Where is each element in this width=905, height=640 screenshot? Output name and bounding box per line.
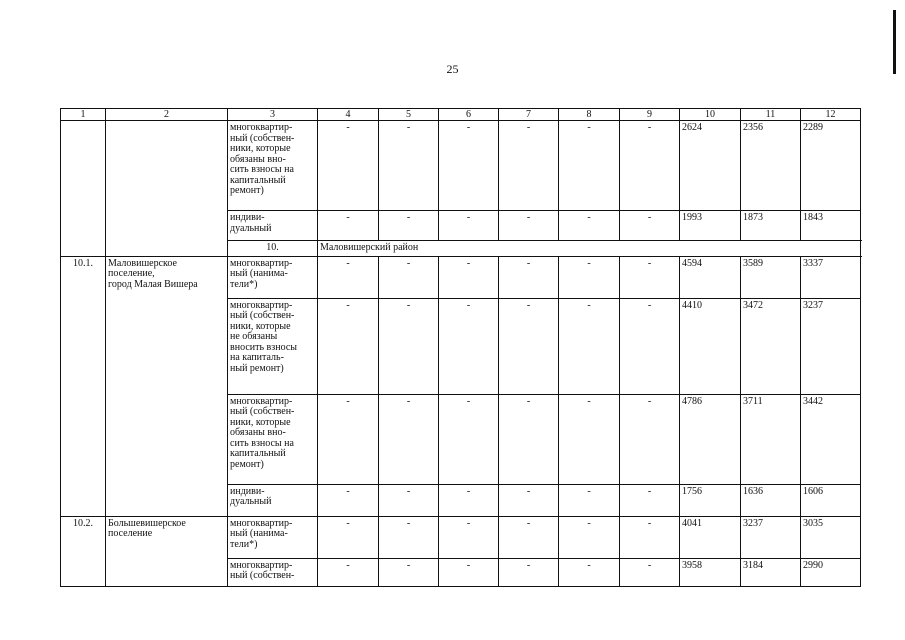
- value-cell: -: [499, 121, 559, 211]
- value-cell: -: [499, 394, 559, 484]
- scan-edge-mark: [893, 10, 896, 74]
- tariff-table: [60, 108, 861, 587]
- tariff-value: 3711: [741, 394, 801, 484]
- column-number: 1: [61, 109, 106, 121]
- value-cell: -: [439, 484, 499, 516]
- value-cell: -: [499, 298, 559, 394]
- column-number: 9: [620, 109, 680, 121]
- housing-type: индиви- дуальный: [228, 484, 318, 516]
- tariff-value: 2990: [801, 558, 861, 586]
- value-cell: -: [318, 516, 379, 558]
- value-cell: -: [379, 516, 439, 558]
- housing-type: многоквартир- ный (нанима- тели*): [228, 516, 318, 558]
- column-number: 7: [499, 109, 559, 121]
- value-cell: -: [499, 558, 559, 586]
- housing-type: многоквартир- ный (собствен-: [228, 558, 318, 586]
- value-cell: -: [439, 121, 499, 211]
- value-cell: -: [318, 211, 379, 241]
- housing-type: многоквартир- ный (собствен- ники, которые обязаны вно- сить взносы на капитальный ремонт): [228, 394, 318, 484]
- value-cell: -: [559, 121, 620, 211]
- tariff-value: 3442: [801, 394, 861, 484]
- value-cell: -: [379, 298, 439, 394]
- housing-type: многоквартир- ный (собствен- ники, которые обязаны вно- сить взносы на капитальный ремонт): [228, 121, 318, 211]
- value-cell: -: [499, 211, 559, 241]
- tariff-value: 1756: [680, 484, 741, 516]
- tariff-value: 2356: [741, 121, 801, 211]
- value-cell: -: [559, 516, 620, 558]
- tariff-value: 1636: [741, 484, 801, 516]
- tariff-value: 3237: [801, 298, 861, 394]
- value-cell: -: [439, 298, 499, 394]
- value-cell: -: [620, 211, 680, 241]
- value-cell: -: [379, 558, 439, 586]
- tariff-value: 1873: [741, 211, 801, 241]
- district-title: Маловишерский район: [318, 241, 861, 257]
- value-cell: -: [620, 516, 680, 558]
- value-cell: -: [439, 256, 499, 298]
- value-cell: -: [439, 211, 499, 241]
- tariff-value: 2624: [680, 121, 741, 211]
- tariff-value: 3237: [741, 516, 801, 558]
- value-cell: -: [559, 558, 620, 586]
- row-number: 10.: [228, 241, 318, 257]
- value-cell: -: [318, 484, 379, 516]
- tariff-value: 2289: [801, 121, 861, 211]
- tariff-value: 1843: [801, 211, 861, 241]
- settlement-name: Маловишерское поселение, город Малая Вишера: [106, 256, 228, 516]
- tariff-value: 4594: [680, 256, 741, 298]
- value-cell: -: [439, 394, 499, 484]
- value-cell: -: [620, 256, 680, 298]
- housing-type: многоквартир- ный (собствен- ники, которые не обязаны вносить взносы на капиталь- ный ремонт): [228, 298, 318, 394]
- table-row: [61, 516, 861, 558]
- value-cell: -: [379, 211, 439, 241]
- tariff-value: 3472: [741, 298, 801, 394]
- tariff-value: 3035: [801, 516, 861, 558]
- value-cell: -: [439, 558, 499, 586]
- value-cell: -: [559, 298, 620, 394]
- tariff-value: 3589: [741, 256, 801, 298]
- table-row: [61, 121, 861, 211]
- value-cell: -: [499, 516, 559, 558]
- value-cell: -: [499, 484, 559, 516]
- tariff-value: 3337: [801, 256, 861, 298]
- tariff-value: 4410: [680, 298, 741, 394]
- column-number: 5: [379, 109, 439, 121]
- value-cell: -: [499, 256, 559, 298]
- value-cell: -: [318, 256, 379, 298]
- column-number: 3: [228, 109, 318, 121]
- value-cell: -: [620, 558, 680, 586]
- tariff-value: 3184: [741, 558, 801, 586]
- value-cell: -: [318, 394, 379, 484]
- value-cell: -: [318, 558, 379, 586]
- value-cell: -: [379, 394, 439, 484]
- value-cell: -: [379, 256, 439, 298]
- value-cell: -: [620, 394, 680, 484]
- value-cell: -: [559, 394, 620, 484]
- value-cell: -: [559, 256, 620, 298]
- value-cell: -: [559, 211, 620, 241]
- value-cell: -: [620, 298, 680, 394]
- value-cell: -: [318, 121, 379, 211]
- column-number: 10: [680, 109, 741, 121]
- settlement-name: Большевишерское поселение: [106, 516, 228, 586]
- row-number: 10.1.: [61, 256, 106, 516]
- tariff-value: 4786: [680, 394, 741, 484]
- value-cell: -: [379, 484, 439, 516]
- tariff-value: 1993: [680, 211, 741, 241]
- value-cell: -: [559, 484, 620, 516]
- column-number: 4: [318, 109, 379, 121]
- tariff-value: 4041: [680, 516, 741, 558]
- column-number: 6: [439, 109, 499, 121]
- column-number: 11: [741, 109, 801, 121]
- tariff-value: 3958: [680, 558, 741, 586]
- settlement-name: [106, 121, 228, 257]
- housing-type: индиви- дуальный: [228, 211, 318, 241]
- value-cell: -: [318, 298, 379, 394]
- table-body: [61, 109, 861, 587]
- page-number: 25: [446, 62, 459, 76]
- housing-type: многоквартир- ный (нанима- тели*): [228, 256, 318, 298]
- tariff-value: 1606: [801, 484, 861, 516]
- value-cell: -: [379, 121, 439, 211]
- value-cell: -: [439, 516, 499, 558]
- value-cell: -: [620, 484, 680, 516]
- column-number-row: [61, 109, 861, 121]
- column-number: 8: [559, 109, 620, 121]
- column-number: 2: [106, 109, 228, 121]
- column-number: 12: [801, 109, 861, 121]
- row-number: [61, 121, 106, 257]
- row-number: 10.2.: [61, 516, 106, 586]
- table-row: [61, 256, 861, 298]
- value-cell: -: [620, 121, 680, 211]
